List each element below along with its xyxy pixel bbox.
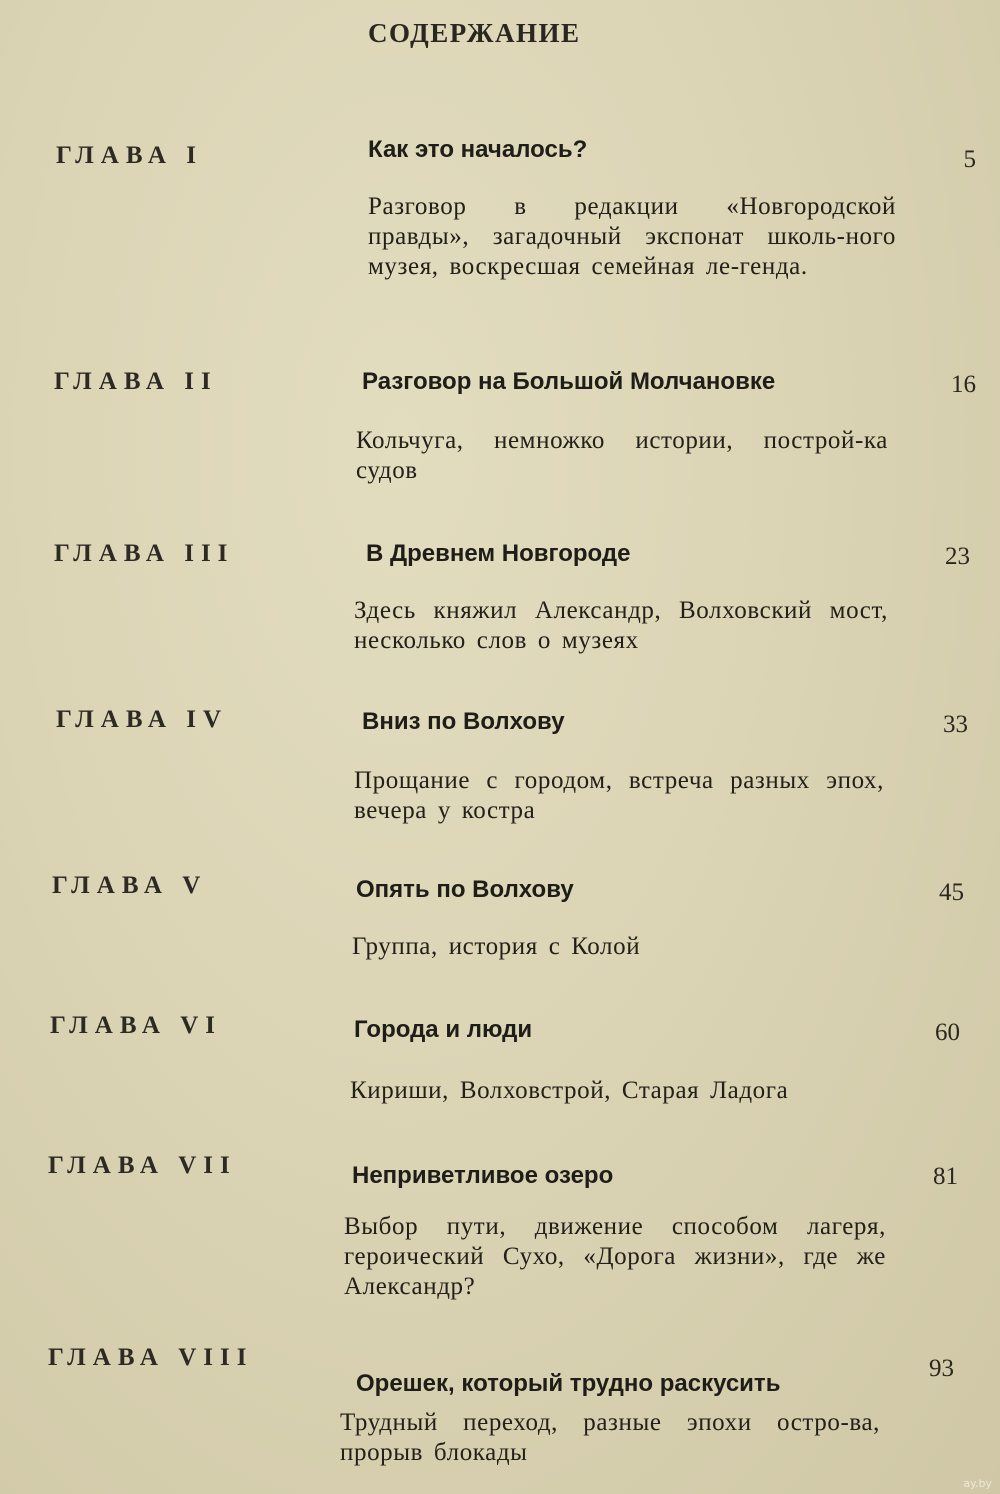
page-number: 5 — [963, 146, 976, 173]
chapter-description: Здесь княжил Александр, Волховский мост, несколько слов о музеях — [354, 597, 888, 654]
chapter-label: ГЛАВА VIII — [48, 1344, 254, 1371]
chapter-description: Кольчуга, немножко истории, построй-ка судов — [356, 427, 888, 484]
watermark: ay.by — [963, 1477, 992, 1490]
page-number: 81 — [933, 1163, 958, 1190]
chapter-title: Опять по Волхову — [356, 876, 574, 903]
chapter-label: ГЛАВА II — [54, 368, 218, 395]
chapter-label: ГЛАВА IV — [56, 706, 229, 733]
chapter-title: Города и люди — [354, 1016, 533, 1043]
chapter-description: Выбор пути, движение способом лагеря, героический Сухо, «Дорога жизни», где же Александр? — [344, 1213, 886, 1300]
chapter-title: Разговор на Большой Молчановке — [362, 368, 776, 395]
chapter-title: Орешек, который трудно раскусить — [356, 1370, 781, 1397]
page-number: 33 — [943, 711, 968, 738]
chapter-label: ГЛАВА VII — [48, 1152, 237, 1179]
chapter-title: В Древнем Новгороде — [366, 540, 631, 567]
page-title: СОДЕРЖАНИЕ — [368, 18, 581, 48]
chapter-title: Неприветливое озеро — [352, 1162, 614, 1189]
chapter-description: Разговор в редакции «Новгородской правды», загадочный экспонат школь-ного музея, воскресшая семейная ле-генда. — [368, 193, 896, 280]
chapter-label: ГЛАВА I — [56, 142, 203, 169]
chapter-description: Кириши, Волховстрой, Старая Ладога — [350, 1077, 789, 1104]
chapter-title: Вниз по Волхову — [362, 708, 565, 735]
page-number: 23 — [945, 543, 970, 570]
chapter-description: Прощание с городом, встреча разных эпох, вечера у костра — [354, 767, 884, 824]
chapter-description: Группа, история с Колой — [352, 933, 641, 960]
page-number: 45 — [939, 879, 964, 906]
chapter-title: Как это началось? — [368, 136, 588, 163]
chapter-label: ГЛАВА III — [54, 540, 235, 567]
chapter-label: ГЛАВА VI — [50, 1012, 223, 1039]
chapter-description: Трудный переход, разные эпохи остро-ва, прорыв блокады — [340, 1409, 880, 1466]
page-number: 60 — [935, 1019, 960, 1046]
chapter-label: ГЛАВА V — [52, 872, 208, 899]
page-number: 16 — [951, 371, 976, 398]
page-number: 93 — [929, 1355, 954, 1382]
